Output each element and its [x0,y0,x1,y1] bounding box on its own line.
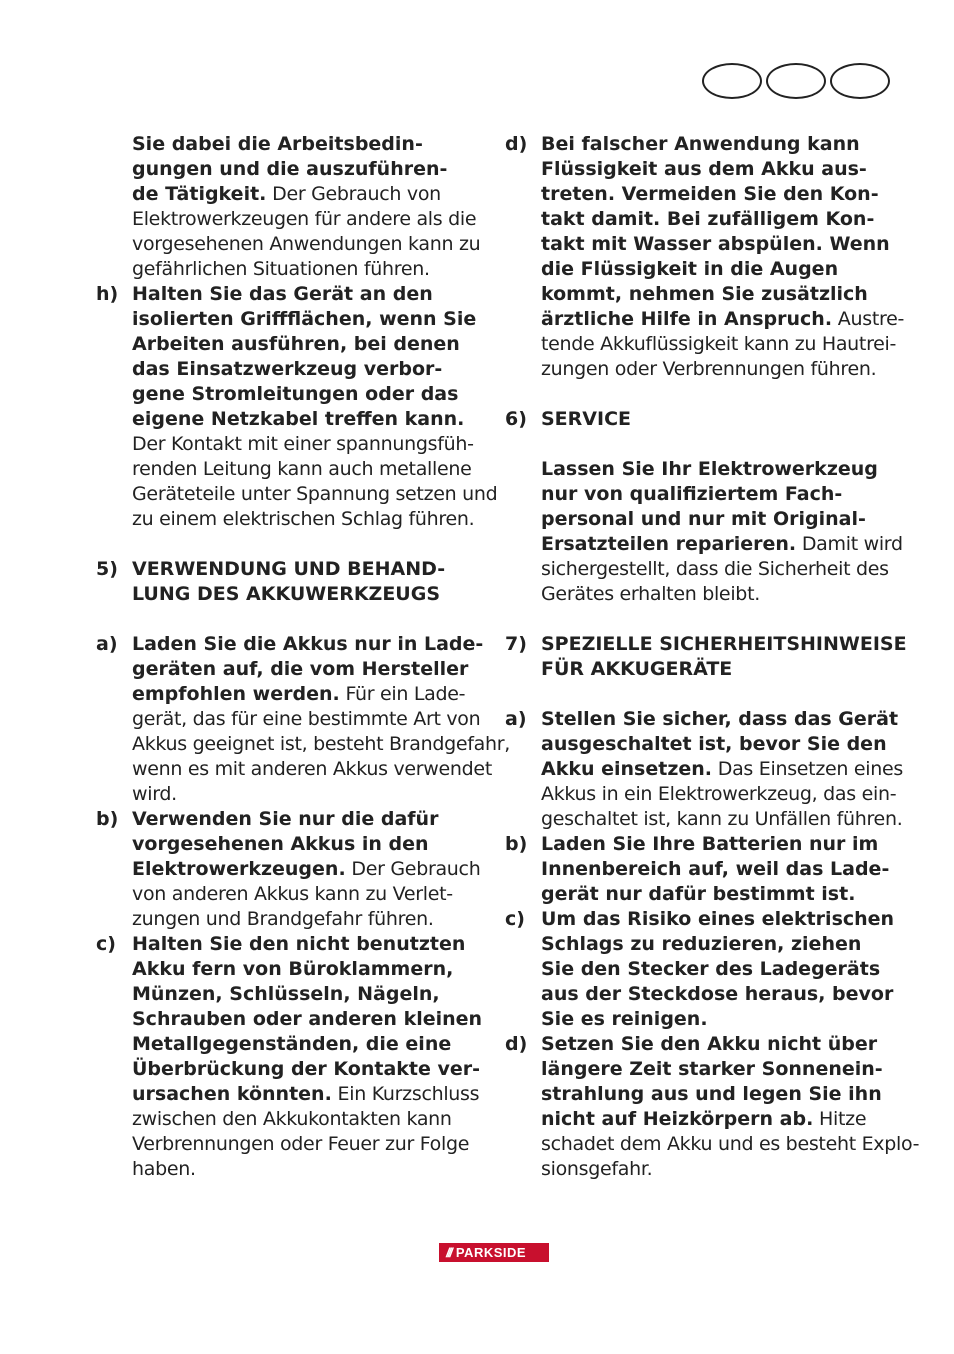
item-marker: b) [505,833,528,855]
section-5-heading [96,557,488,607]
text-line: Laden Sie Ihre Batterien nur im [541,833,879,855]
section-number: 5) [96,558,118,580]
text-bold: de Tätigkeit. [132,183,267,205]
text-bold: Elektrowerkzeugen. [132,858,346,880]
language-ovals [702,63,890,99]
heading-line: LUNG DES AKKUWERKZEUGS [132,583,441,605]
text-line: Setzen Sie den Akku nicht über [541,1033,878,1055]
item-c [505,907,897,1032]
text-line: Verwenden Sie nur die dafür [132,808,439,830]
item-marker: b) [96,808,119,830]
text-line: geräten auf, die vom Hersteller [132,658,469,680]
text-line: Überbrückung der Kontakte ver- [132,1058,481,1080]
text-line: gungen und die auszuführen- [132,158,448,180]
text-line: Arbeiten ausführen, bei denen [132,333,460,355]
text-normal: Das Einsetzen eines [712,758,903,780]
section-6-heading [505,407,897,432]
text-line: isolierten Griffflächen, wenn Sie [132,308,477,330]
text-line: zungen und Brandgefahr führen. [132,908,434,930]
text-line: geschaltet ist, kann zu Unfällen führen. [541,808,903,830]
text-line: Geräteteile unter Spannung setzen und [132,483,498,505]
text-line: Flüssigkeit aus dem Akku aus- [541,158,867,180]
text-line: Akku fern von Büroklammern, [132,958,454,980]
text-line: renden Leitung kann auch metallene [132,458,472,480]
text-line: gerät nur dafür bestimmt ist. [541,883,856,905]
text-line: Sie den Stecker des Ladegeräts [541,958,881,980]
text-line: kommt, nehmen Sie zusätzlich [541,283,868,305]
text-bold: empfohlen werden. [132,683,340,705]
text-line: Lassen Sie Ihr Elektrowerkzeug [541,458,878,480]
text-line: vorgesehenen Akkus in den [132,833,429,855]
text-line: takt damit. Bei zufälligem Kon- [541,208,875,230]
text-line: Um das Risiko eines elektrischen [541,908,895,930]
item-marker: a) [505,708,527,730]
text-line: haben. [132,1158,196,1180]
text-line: gefährlichen Situationen führen. [132,258,430,280]
right-column [505,132,920,1182]
text-line: Akkus geeignet ist, besteht Brandgefahr, [132,733,510,755]
text-line: längere Zeit starker Sonnenein- [541,1058,883,1080]
language-oval-icon [830,63,890,99]
text-line: Sie dabei die Arbeitsbedin- [132,133,423,155]
text-line: Verbrennungen oder Feuer zur Folge [132,1133,470,1155]
language-oval-icon [702,63,762,99]
item-h [96,282,498,532]
text-line: nur von qualifiziertem Fach- [541,483,843,505]
text-bold: nicht auf Heizkörpern ab. [541,1108,814,1130]
heading-line: SERVICE [541,408,631,430]
item-a [505,707,903,832]
text-line: gerät, das für eine bestimmte Art von [132,708,481,730]
text-line: sionsgefahr. [541,1158,653,1180]
logo-text: PARKSIDE [455,1245,527,1260]
text-line: tende Akkuflüssigkeit kann zu Hautrei- [541,333,897,355]
text-line: Metallgegenständen, die eine [132,1033,452,1055]
section-number: 7) [505,633,527,655]
text-normal: Austre- [832,308,905,330]
text-line: Schrauben oder anderen kleinen [132,1008,483,1030]
item-b [96,807,488,932]
text-line: Stellen Sie sicher, dass das Gerät [541,708,899,730]
text-line: schadet dem Akku und es besteht Explo- [541,1133,920,1155]
text-bold: Akku einsetzen. [541,758,713,780]
item-marker: d) [505,133,528,155]
text-line: eigene Netzkabel treffen kann. [132,408,465,430]
section-number: 6) [505,408,527,430]
text-line: personal und nur mit Original- [541,508,866,530]
text-normal: Der Gebrauch von [266,183,441,205]
text-line: zwischen den Akkukontakten kann [132,1108,452,1130]
text-line: aus der Steckdose heraus, bevor [541,983,894,1005]
item-marker: a) [96,633,118,655]
text-line: treten. Vermeiden Sie den Kon- [541,183,879,205]
text-line: sichergestellt, dass die Sicherheit des [541,558,889,580]
heading-line: VERWENDUNG UND BEHAND- [132,558,446,580]
section-7-heading [505,632,907,682]
text-line: Münzen, Schlüsseln, Nägeln, [132,983,440,1005]
item-marker: c) [96,933,116,955]
text-normal: Damit wird [796,533,903,555]
text-line: von anderen Akkus kann zu Verlet- [132,883,453,905]
text-normal: Ein Kurzschluss [331,1083,480,1105]
text-line: zungen oder Verbrennungen führen. [541,358,877,380]
text-line: das Einsatzwerkzeug verbor- [132,358,443,380]
section-6-body [505,457,903,607]
text-line: vorgesehenen Anwendungen kann zu [132,233,481,255]
heading-line: SPEZIELLE SICHERHEITSHINWEISE [541,633,907,655]
heading-line: FÜR AKKUGERÄTE [541,658,733,680]
item-c [96,932,488,1182]
text-line: Laden Sie die Akkus nur in Lade- [132,633,484,655]
item-marker: h) [96,283,119,305]
text-bold: Ersatzteilen reparieren. [541,533,797,555]
text-line: Elektrowerkzeugen für andere als die [132,208,477,230]
text-line: Gerätes erhalten bleibt. [541,583,760,605]
text-normal: Der Gebrauch [345,858,481,880]
text-line: gene Stromleitungen oder das [132,383,459,405]
text-line: Sie es reinigen. [541,1008,708,1030]
text-normal: Hitze [813,1108,867,1130]
text-line: Halten Sie das Gerät an den [132,283,433,305]
item-d [505,132,905,382]
parkside-logo [439,1243,549,1262]
left-column [96,132,510,1182]
language-oval-icon [766,63,826,99]
text-line: Innenbereich auf, weil das Lade- [541,858,890,880]
text-normal: Für ein Lade- [339,683,466,705]
text-line: Akkus in ein Elektrowerkzeug, das ein- [541,783,897,805]
text-bold: ärztliche Hilfe in Anspruch. [541,308,833,330]
logo-stripes: /// [446,1245,451,1260]
item-marker: d) [505,1033,528,1055]
item-d [505,1032,920,1182]
text-line: takt mit Wasser abspülen. Wenn [541,233,890,255]
item-marker: c) [505,908,525,930]
text-line: Der Kontakt mit einer spannungsfüh- [132,433,474,455]
text-line: Halten Sie den nicht benutzten [132,933,466,955]
text-line: ausgeschaltet ist, bevor Sie den [541,733,887,755]
text-line: die Flüssigkeit in die Augen [541,258,839,280]
item-a [96,632,510,807]
text-line: wenn es mit anderen Akkus verwendet [132,758,492,780]
text-line: zu einem elektrischen Schlag führen. [132,508,475,530]
item-b [505,832,897,907]
text-line: strahlung aus und legen Sie ihn [541,1083,882,1105]
text-bold: ursachen könnten. [132,1083,332,1105]
text-line: Bei falscher Anwendung kann [541,133,860,155]
intro-paragraph [96,132,488,282]
text-line: wird. [132,783,177,805]
text-line: Schlags zu reduzieren, ziehen [541,933,862,955]
